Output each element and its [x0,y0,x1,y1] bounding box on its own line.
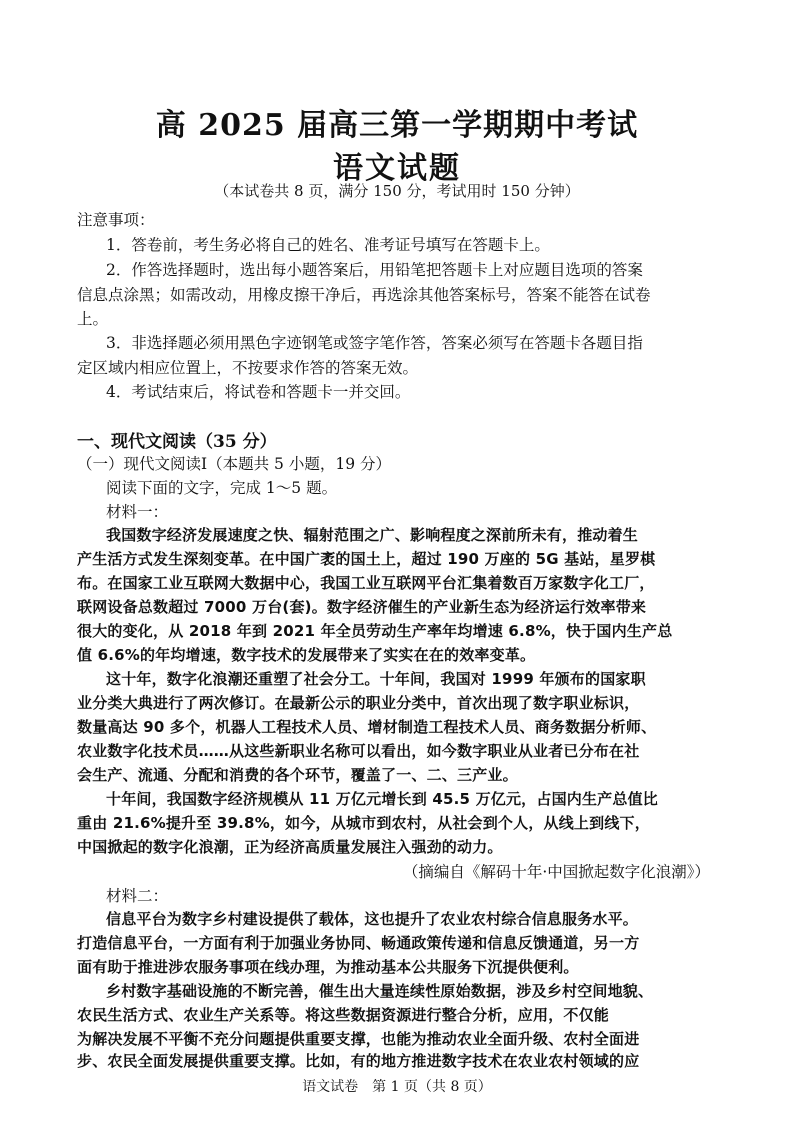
notice-line: 信息点涂黑；如需改动，用橡皮擦干净后，再选涂其他答案标号，答案不能答在试卷 [77,286,651,304]
text-line: 农民生活方式、农业生产关系等。将这些数据资源进行整合分析，应用，不仅能 [77,1006,610,1024]
exam-subtitle: 语文试题 [333,151,461,186]
text-line: 为解决发展不平衡不充分问题提供重要支撑，也能为推动农业全面升级、农村全面进 [77,1030,640,1048]
text-line: 我国数字经济发展速度之快、辐射范围之广、影响程度之深前所未有，推动着生 [106,526,639,544]
notice-line: 4．考试结束后，将试卷和答题卡一并交回。 [106,383,411,401]
text-line: 面有助于推进涉农服务事项在线办理，为推动基本公共服务下沉提供便利。 [77,958,579,976]
notice-line: 1．答卷前，考生务必将自己的姓名、准考证号填写在答题卡上。 [106,236,550,254]
material-label: 材料一： [106,503,169,521]
notice-line: 2．作答选择题时，选出每小题答案后，用铅笔把答题卡上对应题目选项的答案 [106,261,643,279]
text-line: 值 6.6%的年均增速，数字技术的发展带来了实实在在的效率变革。 [77,646,536,664]
section-part: （一）现代文阅读Ⅰ（本题共 5 小题，19 分） [77,455,391,473]
exam-title: 高 2025 届高三第一学期期中考试 [155,108,639,143]
text-line: 会生产、流通、分配和消费的各个环节，覆盖了一、二、三产业。 [77,766,518,784]
notice-line: 定区域内相应位置上，不按要求作答的答案无效。 [77,359,419,377]
text-line: 中国掀起的数字化浪潮，正为经济高质量发展注入强劲的动力。 [77,838,503,856]
text-line: 打造信息平台，一方面有利于加强业务协同、畅通政策传递和信息反馈通道，另一方 [77,934,640,952]
exam-info: （本试卷共 8 页，满分 150 分，考试用时 150 分钟） [214,182,580,200]
notice-line: 上。 [77,310,109,328]
text-line: 这十年，数字化浪潮还重塑了社会分工。十年间，我国对 1999 年颁布的国家职 [106,670,646,688]
section-instruction: 阅读下面的文字，完成 1～5 题。 [106,479,338,497]
text-line: 数量高达 90 多个，机器人工程技术人员、增材制造工程技术人员、商务数据分析师、 [77,718,657,736]
material-source: （摘编自《解码十年·中国掀起数字化浪潮》） [402,863,710,881]
section-heading: 一、现代文阅读（35 分） [77,432,277,452]
text-line: 产生活方式发生深刻变革。在中国广袤的国土上，超过 190 万座的 5G 基站，星罗棋 [77,550,656,568]
text-line: 重由 21.6%提升至 39.8%，如今，从城市到农村，从社会到个人，从线上到线下， [77,814,650,832]
text-line: 步、农民全面发展提供重要支撑。比如，有的地方推进数字技术在农业农村领域的应 [77,1052,640,1070]
text-line: 农业数字化技术员……从这些新职业名称可以看出，如今数字职业从业者已分布在社 [77,742,640,760]
text-line: 信息平台为数字乡村建设提供了载体，这也提升了农业农村综合信息服务水平。 [106,910,639,928]
notice-line: 3．非选择题必须用黑色字迹钢笔或签字笔作答，答案必须写在答题卡各题目指 [106,334,643,352]
text-line: 业分类大典进行了两次修订。在最新公示的职业分类中，首次出现了数字职业标识， [77,694,640,712]
material-label: 材料二： [106,887,169,905]
text-line: 布。在国家工业互联网大数据中心，我国工业互联网平台汇集着数百万家数字化工厂， [77,574,655,592]
text-line: 乡村数字基础设施的不断完善，催生出大量连续性原始数据，涉及乡村空间地貌、 [106,982,654,1000]
page-footer: 语文试卷 第 1 页（共 8 页） [302,1079,492,1095]
text-line: 很大的变化，从 2018 年到 2021 年全员劳动生产率年均增速 6.8%，快于国内生产总 [77,622,673,640]
text-line: 十年间，我国数字经济规模从 11 万亿元增长到 45.5 万亿元，占国内生产总值比 [106,790,658,808]
notice-heading: 注意事项： [77,211,155,229]
text-line: 联网设备总数超过 7000 万台(套)。数字经济催生的产业新生态为经济运行效率带来 [77,598,647,616]
